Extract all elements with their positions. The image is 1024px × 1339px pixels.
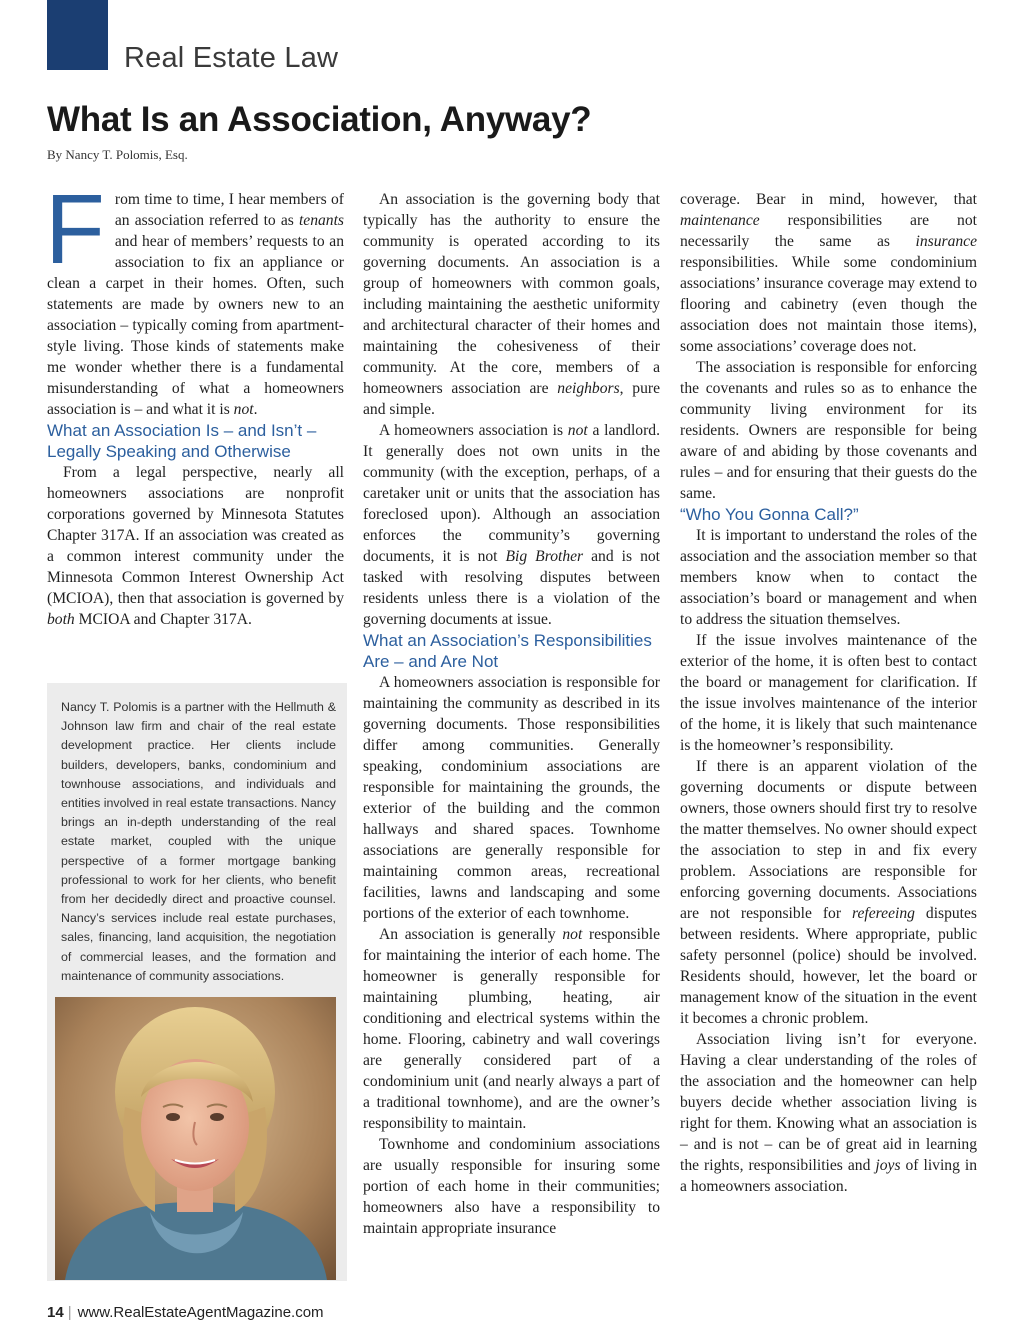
subheading: “Who You Gonna Call?”	[680, 505, 859, 524]
author-photo	[55, 997, 336, 1280]
footer-url: www.RealEstateAgentMagazine.com	[77, 1304, 324, 1321]
paragraph: From a legal perspective, nearly all homeowners associations are nonprofit corporations governed by Minnesota Statutes Chapter 317A. If an association was created as a common interest community under the Minnesota Common Interest Ownership Act (MCIOA), then that association is governed by both MCIOA and Chapter 317A.	[47, 464, 344, 628]
footer-separator: |	[67, 1304, 72, 1321]
paragraph: From time to time, I hear members of an association referred to as tenants and hear of members’ requests to an association to fix an appliance or clean a carpet in their homes. Often, such statements are made by owners new to an association – typically coming from apartment-style living. Those kinds of statements make me wonder whether there is a fundamental misunderstanding of what a homeowners association is – and what it is not.	[45, 174, 344, 418]
paragraph: Townhome and condominium associations are usually responsible for insuring some portion of each home in their communities; homeowners also have a responsibility to maintain appropriate insurance	[363, 1136, 660, 1237]
paragraph: A homeowners association is not a landlord. It generally does not own units in the community (with the exception, perhaps, of a caretaker unit or units that the association has foreclosed upon). Although an association enforces the community’s governing documents, it is not Big Brother and is not tasked with resolving disputes between residents unless there is a violation of the governing documents at issue.	[363, 422, 661, 628]
paragraph: If the issue involves maintenance of the exterior of the home, it is often best to contact the board or management for clarification. If the issue involves maintenance of the interior of the home, it is likely that such maintenance is the homeowner’s responsibility.	[680, 632, 977, 754]
paragraph: The association is responsible for enforcing the covenants and rules so as to enhance the community living environment for its residents. Owners are responsible for being aware of and abiding by those covenants and rules – and for ensuring that their guests do the same.	[680, 359, 977, 502]
column-1	[45, 174, 344, 630]
article-title: What Is an Association, Anyway?	[47, 100, 592, 139]
page-number: 14	[47, 1304, 64, 1321]
author-bio-text: Nancy T. Polomis is a partner with the Hellmuth & Johnson law firm and chair of the real estate development practice. Her clients include builders, developers, banks, condominium and townhouse associations, and individuals and entities involved in real estate transactions. Nancy brings an in-depth understanding of the real estate market, coupled with the unique perspective of a former mortgage banking professional to work for her clients, who benefit from her decidedly direct and proactive counsel. Nancy’s services include real estate purchases, sales, financing, land acquisition, the negotiation of commercial leases, and the formation and maintenance of community associations.	[61, 700, 336, 983]
byline: By Nancy T. Polomis, Esq.	[47, 147, 188, 162]
paragraph: It is important to understand the roles of the association and the association member so that members know when to contact the association’s board or management and when to address the situation themselves.	[680, 527, 977, 628]
column-3	[680, 189, 977, 1197]
page-footer	[47, 1304, 324, 1321]
paragraph: If there is an apparent violation of the governing documents or dispute between owners, those owners should first try to resolve the matter themselves. No owner should expect the association to step in and fix every problem. Associations are responsible for enforcing governing documents. Associations are not responsible for refereeing disputes between residents. Where appropriate, public safety personnel (police) should be involved. Residents should, however, let the board or management know of the situation in the event it becomes a chronic problem.	[680, 758, 978, 1027]
header-color-block	[47, 0, 108, 70]
subheading: What an Association’s Responsibilities Are – and Are Not	[363, 631, 652, 671]
column-2	[363, 189, 660, 1239]
paragraph: A homeowners association is responsible for maintaining the community as described in its governing documents. Those responsibilities differ among communities. Generally speaking, condominium associations are responsible for maintaining the grounds, the exterior of the building and the common hallways and shared spaces. Townhome associations are generally responsible for maintaining common areas, recreational facilities, lawns and landscaping and some portions of the exterior of each townhome.	[363, 674, 660, 922]
drop-cap: F	[45, 174, 105, 284]
paragraph: An association is the governing body that typically has the authority to ensure the community is operated according to its governing documents. An association is a group of homeowners with common goals, including maintaining the aesthetic uniformity and architectural character of their homes and maintaining the cohesiveness of their community. At the core, members of a homeowners association are neighbors, pure and simple.	[363, 191, 660, 418]
paragraph: An association is generally not responsible for maintaining the interior of each home. The homeowner is generally responsible for maintaining plumbing, heating, air conditioning and electrical systems within the home. Flooring, cabinetry and wall coverings are generally considered part of a condominium unit (and nearly always a part of a traditional townhome), and are the owner’s responsibility to maintain.	[363, 926, 660, 1132]
paragraph: Association living isn’t for everyone. Having a clear understanding of the roles of the association and the homeowner can help buyers decide whether association living is right for them. Knowing what an association is – and is not – can be of great aid in learning the rights, responsibilities and joys of living in a homeowners association.	[680, 1031, 977, 1195]
section-label: Real Estate Law	[124, 42, 339, 74]
paragraph: coverage. Bear in mind, however, that maintenance responsibilities are not necessarily the same as insurance responsibilities. While some condominium associations’ insurance coverage may extend to flooring and cabinetry (even though the association does not maintain those items), some associations’ coverage does not.	[680, 191, 977, 355]
subheading: What an Association Is – and Isn’t – Legally Speaking and Otherwise	[47, 421, 317, 461]
